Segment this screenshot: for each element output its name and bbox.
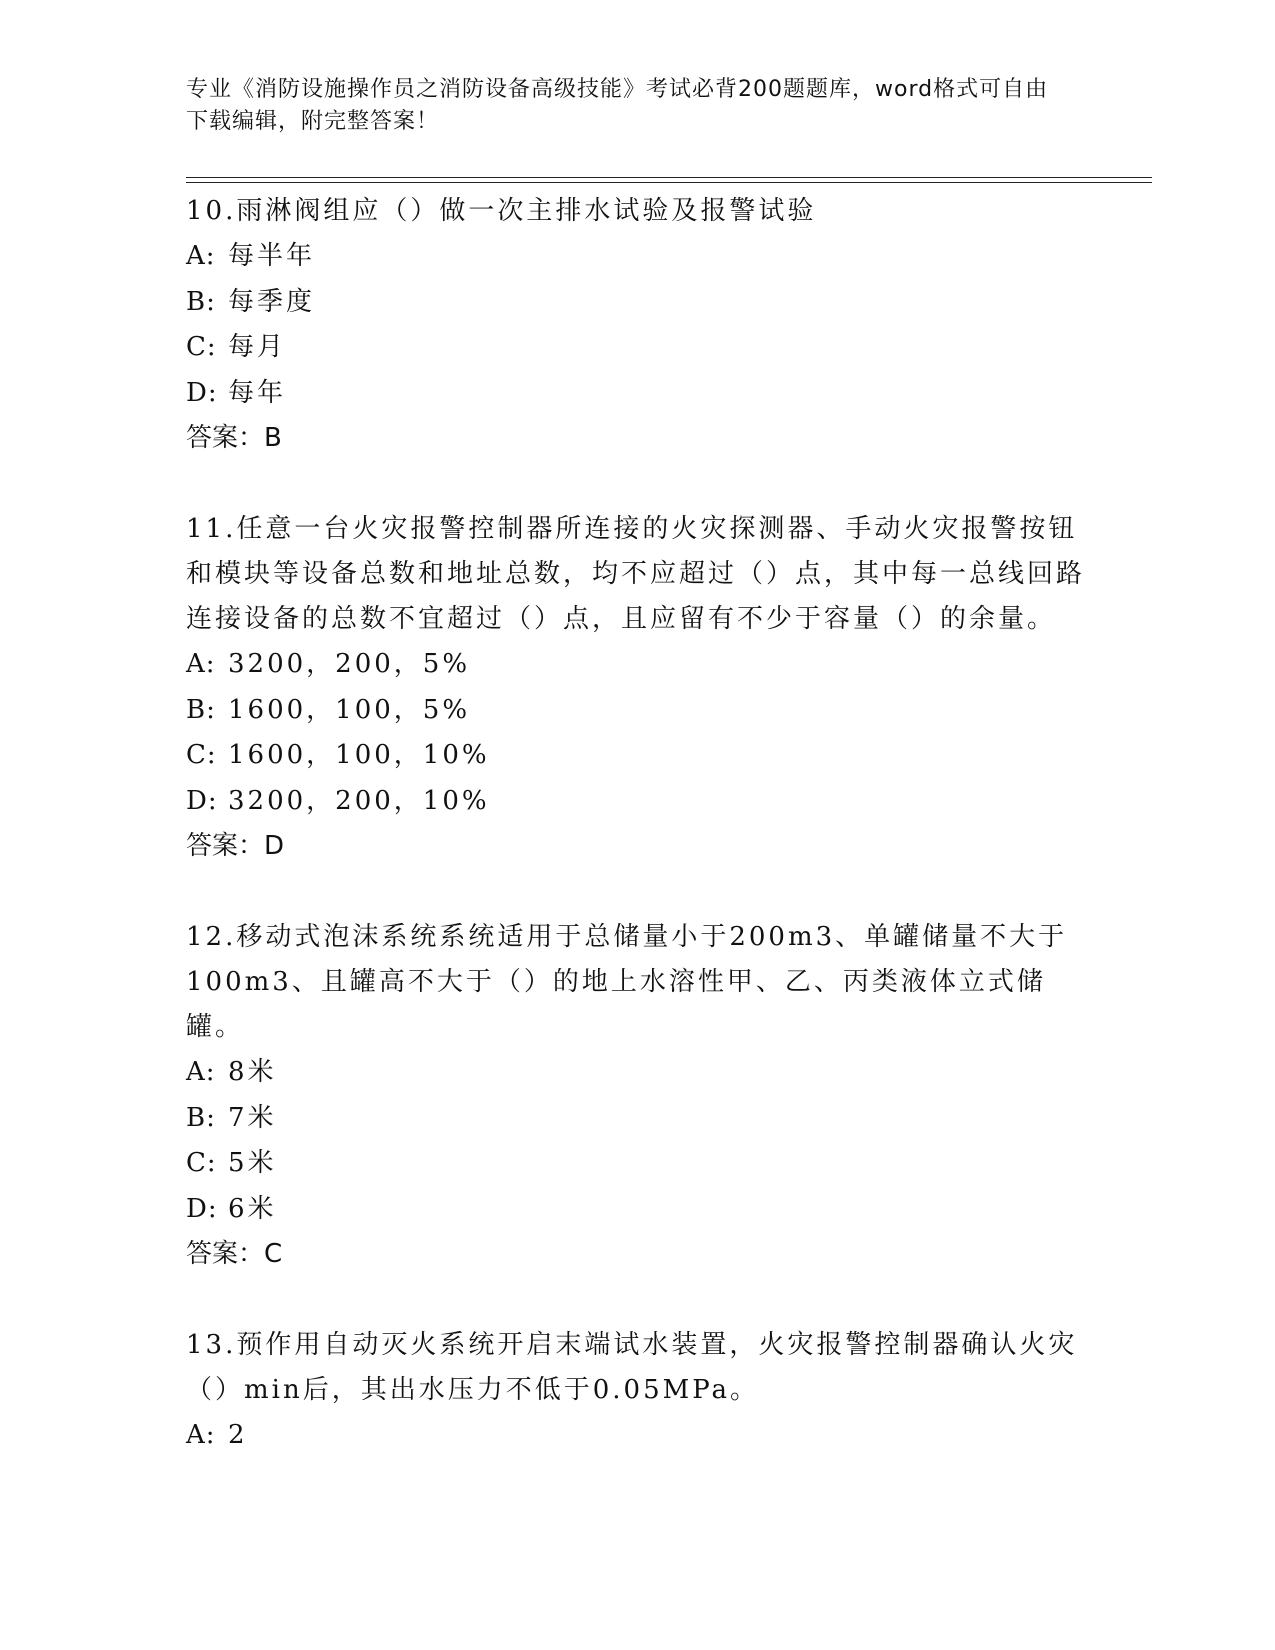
- option-letter: A:: [186, 1057, 216, 1087]
- option-d: [186, 1187, 1086, 1233]
- option-text: 3200，200，10%: [228, 785, 490, 816]
- question-12: [186, 915, 1086, 1277]
- option-b: [186, 688, 1086, 734]
- option-text: 7米: [228, 1102, 277, 1133]
- option-text: 3200，200，5%: [228, 649, 471, 679]
- option-letter: D:: [186, 785, 218, 816]
- option-text: 每年: [228, 377, 287, 408]
- option-a: [186, 234, 1086, 280]
- option-letter: A:: [186, 649, 216, 679]
- answer-line: 答案：D: [186, 831, 285, 861]
- option-letter: A:: [186, 241, 216, 271]
- option-letter: B:: [186, 694, 216, 725]
- option-text: 8米: [228, 1057, 277, 1087]
- option-letter: B:: [186, 1102, 216, 1133]
- question-text: 13.预作用自动灭火系统开启末端试水装置，火灾报警控制器确认火灾（）min后，其出水压力不低于0.05MPa。: [186, 1330, 1078, 1405]
- question-text: 11.任意一台火灾报警控制器所连接的火灾探测器、手动火灾报警按钮和模块等设备总数和地址总数，均不应超过（）点，其中每一总线回路连接设备的总数不宜超过（）点，且应留有不少于容量（）的余量。: [186, 514, 1086, 634]
- option-text: 1600，100，5%: [228, 694, 471, 725]
- option-text: 每半年: [228, 241, 316, 271]
- option-text: 每季度: [228, 286, 316, 317]
- header-divider-bottom: [186, 182, 1152, 183]
- option-c: [186, 733, 1086, 779]
- question-text: 10.雨淋阀组应（）做一次主排水试验及报警试验: [186, 196, 817, 226]
- option-b: [186, 280, 1086, 326]
- option-letter: D:: [186, 1193, 218, 1224]
- option-d: [186, 779, 1086, 825]
- option-c: [186, 1141, 1086, 1187]
- option-d: [186, 371, 1086, 417]
- answer-line: 答案：C: [186, 1239, 283, 1269]
- question-11: [186, 507, 1086, 869]
- option-letter: D:: [186, 377, 218, 408]
- option-letter: C:: [186, 332, 217, 362]
- question-text: 12.移动式泡沫系统系统适用于总储量小于200m3、单罐储量不大于100m3、且罐高不大于（）的地上水溶性甲、乙、丙类液体立式储罐。: [186, 922, 1068, 1042]
- option-letter: C:: [186, 1148, 217, 1178]
- document-header: 专业《消防设施操作员之消防设备高级技能》考试必背200题题库，word格式可自由下载编辑，附完整答案！: [186, 77, 1049, 134]
- option-text: 5米: [228, 1148, 277, 1178]
- option-letter: A:: [186, 1420, 216, 1450]
- question-10: [186, 189, 1086, 461]
- option-c: [186, 325, 1086, 371]
- option-a: [186, 1050, 1086, 1096]
- option-text: 2: [228, 1420, 248, 1450]
- option-letter: B:: [186, 286, 216, 317]
- answer-line: 答案：B: [186, 423, 282, 453]
- option-text: 6米: [228, 1193, 277, 1224]
- question-13: [186, 1323, 1086, 1459]
- option-a: [186, 1413, 1086, 1459]
- question-list: [186, 189, 1086, 1505]
- option-text: 每月: [228, 332, 287, 362]
- option-text: 1600，100，10%: [228, 740, 490, 770]
- option-b: [186, 1096, 1086, 1142]
- option-letter: C:: [186, 740, 217, 770]
- header-divider-top: [186, 177, 1152, 178]
- option-a: [186, 642, 1086, 688]
